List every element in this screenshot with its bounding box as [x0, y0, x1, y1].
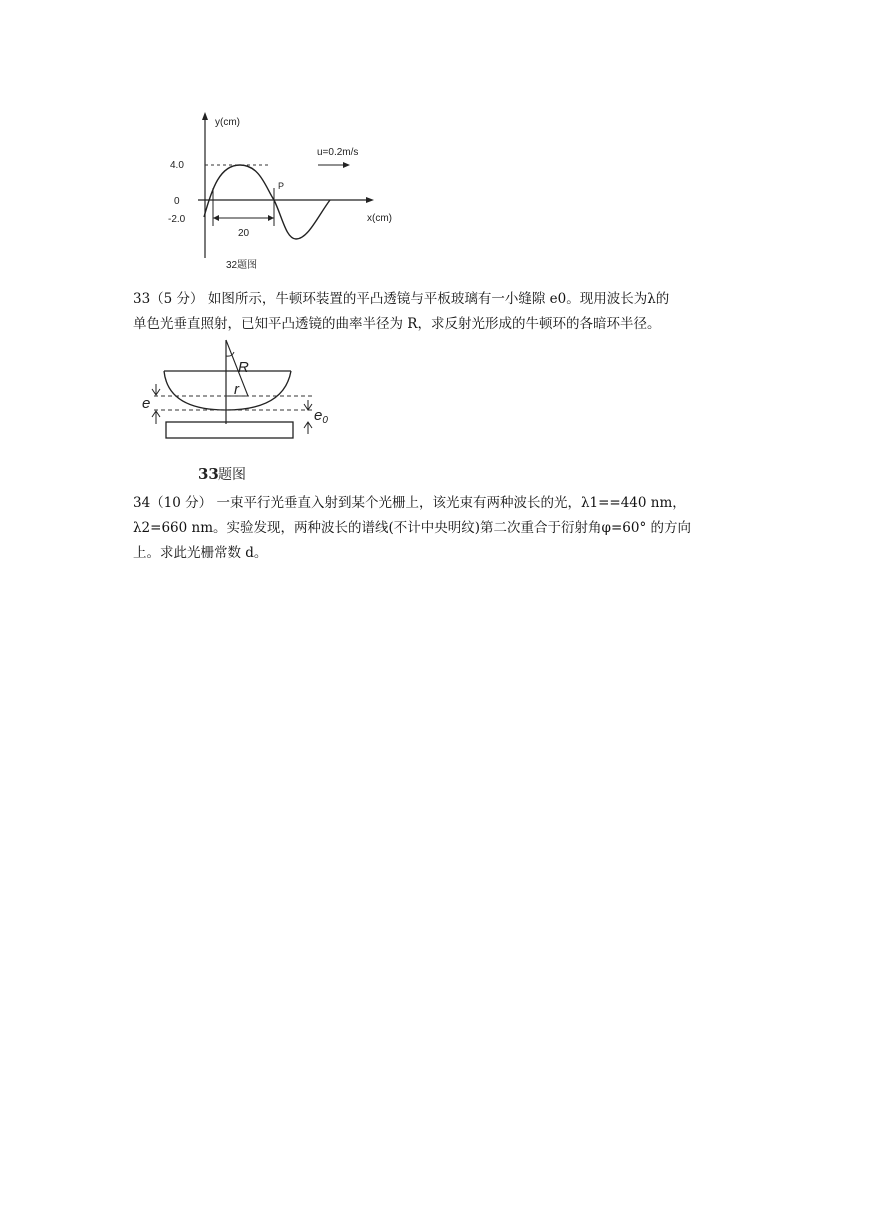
figure-33-caption-number: 33 [198, 465, 219, 483]
wave-curve [204, 165, 330, 239]
question-34 [133, 491, 753, 566]
angle-arc [226, 352, 234, 356]
point-p-label: P [278, 181, 285, 191]
y-axis-label: y(cm) [215, 117, 240, 128]
distance-arrow-left [213, 215, 219, 221]
distance-label: 20 [238, 228, 250, 239]
x-axis-label: x(cm) [367, 213, 392, 224]
question-34-line-3: 上。求此光栅常数 d。 [133, 545, 268, 561]
y-tick-bottom: -2.0 [168, 214, 186, 225]
question-33-line-2: 单色光垂直照射，已知平凸透镜的曲率半径为 R，求反射光形成的牛顿环的各暗环半径。 [133, 316, 661, 332]
figure-33-newton-rings [138, 338, 338, 486]
velocity-label: u=0.2m/s [317, 147, 359, 158]
label-e0: $e_0$ [314, 407, 328, 426]
x-axis-arrow [366, 197, 374, 203]
figure-33-caption-text: 题图 [218, 466, 246, 482]
label-e: e [142, 395, 151, 412]
y-axis-arrow [202, 112, 208, 120]
question-34-line-2: λ2=660 nm。实验发现，两种波长的谱线(不计中央明纹)第二次重合于衍射角φ=60° 的方向 [133, 520, 692, 536]
velocity-arrow-head [343, 162, 350, 168]
y-tick-zero: 0 [174, 196, 180, 207]
glass-plate [166, 422, 293, 438]
question-33-line-1: 33（5 分） 如图所示，牛顿环装置的平凸透镜与平板玻璃有一小缝隙 e0。现用波长为λ的 [133, 291, 670, 307]
question-33 [133, 287, 753, 337]
figure-32-caption: 32题图 [226, 260, 258, 271]
lens-curve [164, 371, 291, 410]
label-r: r [234, 381, 239, 398]
distance-arrow-right [268, 215, 274, 221]
y-tick-top: 4.0 [170, 160, 184, 171]
question-34-line-1: 34（10 分） 一束平行光垂直入射到某个光栅上，该光束有两种波长的光，λ1==440 nm， [133, 495, 686, 511]
label-R: R [238, 359, 249, 376]
figure-32-wave-graph [160, 108, 420, 278]
